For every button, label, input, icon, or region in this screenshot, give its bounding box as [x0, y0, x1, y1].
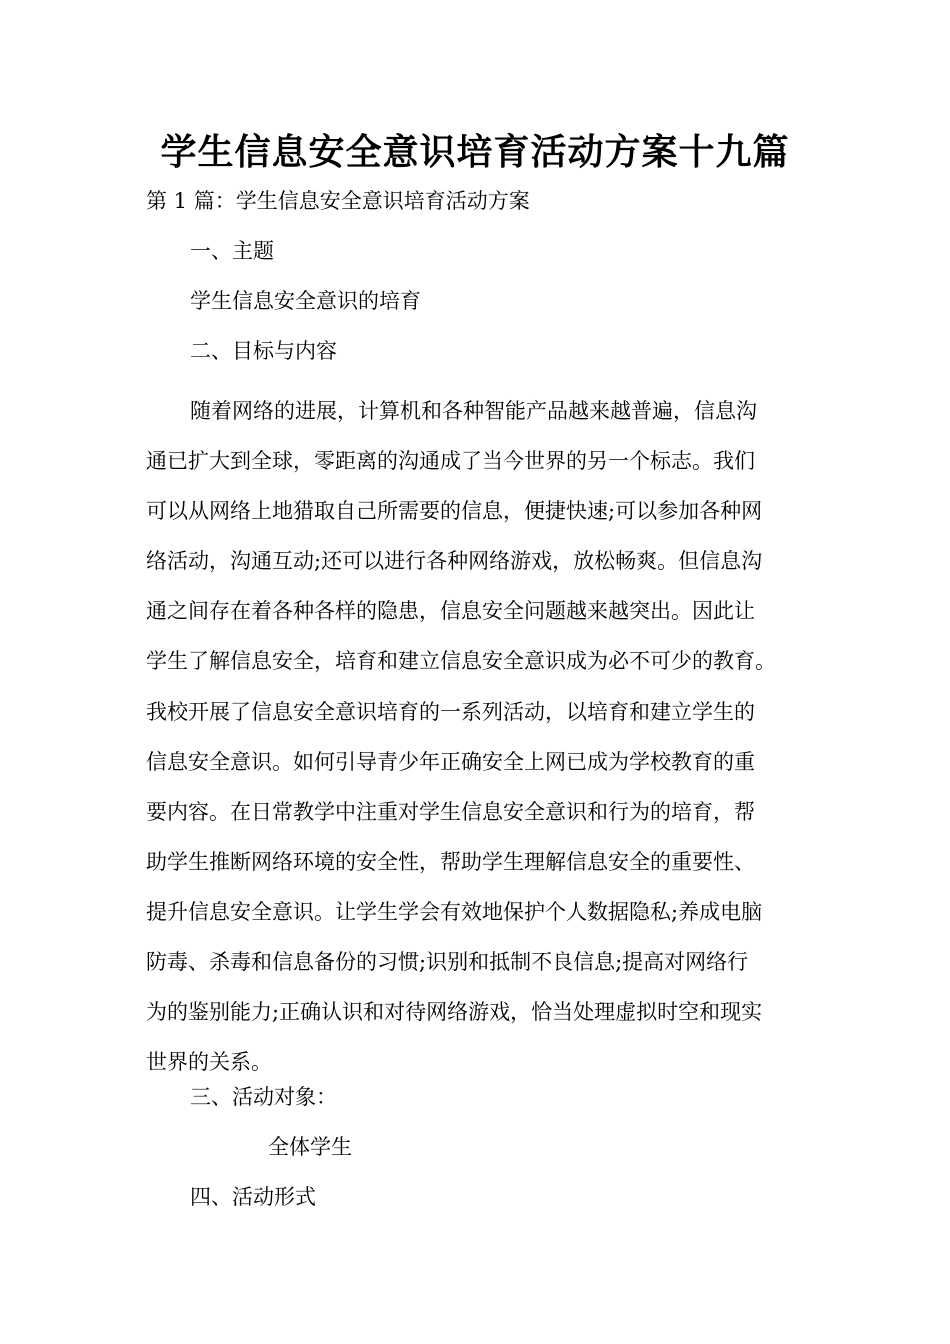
section-heading-format: 四、活动形式: [190, 1185, 316, 1209]
body-line: 助学生推断网络环境的安全性，帮助学生理解信息安全的重要性、: [146, 849, 755, 874]
body-line: 通之间存在着各种各样的隐患，信息安全问题越来越突出。因此让: [146, 599, 755, 624]
body-line: 为的鉴别能力;正确认识和对待网络游戏，恰当处理虚拟时空和现实: [146, 1000, 763, 1025]
body-line: 世界的关系。: [146, 1050, 272, 1075]
body-line: 络活动，沟通互动;还可以进行各种网络游戏，放松畅爽。但信息沟: [146, 549, 763, 574]
body-line: 通已扩大到全球，零距离的沟通成了当今世界的另一个标志。我们: [146, 449, 755, 474]
section-text-theme: 学生信息安全意识的培育: [190, 289, 421, 313]
body-line: 我校开展了信息安全意识培育的一系列活动，以培育和建立学生的: [146, 699, 755, 724]
body-line: 随着网络的进展，计算机和各种智能产品越来越普遍，信息沟: [190, 399, 757, 423]
section-heading-theme: 一、主题: [190, 239, 274, 263]
body-line: 要内容。在日常教学中注重对学生信息安全意识和行为的培育，帮: [146, 799, 755, 824]
document-subtitle: 第 1 篇：学生信息安全意识培育活动方案: [146, 189, 530, 213]
body-line: 学生了解信息安全，培育和建立信息安全意识成为必不可少的教育。: [146, 649, 776, 674]
document-title: 学生信息安全意识培育活动方案十九篇: [160, 132, 790, 173]
body-line: 防毒、杀毒和信息备份的习惯;识别和抵制不良信息;提高对网络行: [146, 950, 749, 975]
body-line: 信息安全意识。如何引导青少年正确安全上网已成为学校教育的重: [146, 749, 755, 774]
section-body-goals: [146, 386, 826, 1087]
section-heading-goals: 二、目标与内容: [190, 339, 337, 363]
body-line: 提升信息安全意识。让学生学会有效地保护个人数据隐私;养成电脑: [146, 899, 763, 924]
body-line: 可以从网络上地猎取自己所需要的信息，便捷快速;可以参加各种网: [146, 499, 763, 524]
section-text-audience: 全体学生: [268, 1135, 352, 1159]
section-heading-audience: 三、活动对象：: [190, 1085, 337, 1109]
